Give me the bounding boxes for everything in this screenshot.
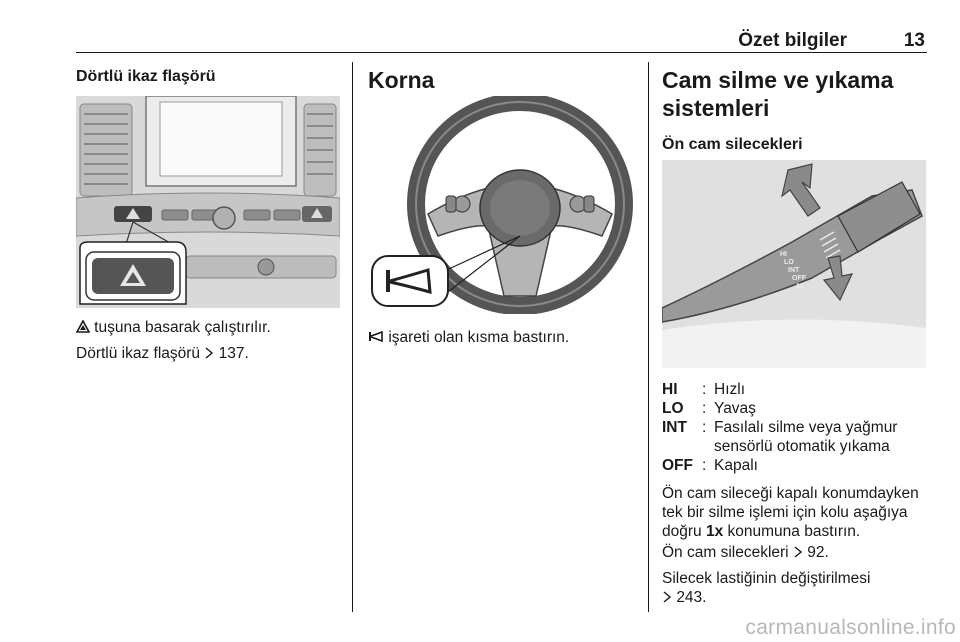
stalk-label-1x: 1x <box>796 283 804 290</box>
wiper-reference-page[interactable]: 92. <box>807 544 829 561</box>
column-hazard <box>76 60 340 86</box>
single-wipe-text: Ön cam sileceği kapalı konumdayken tek bir silme işlemi için kolu aşağıya doğru <box>662 485 919 540</box>
page-reference-arrow-icon <box>793 544 807 561</box>
section-heading-hazard: Dörtlü ikaz flaşörü <box>76 68 216 85</box>
definition-term: OFF <box>662 457 693 474</box>
definition-description: Kapalı <box>714 457 758 474</box>
definition-term: LO <box>662 400 684 417</box>
list-item <box>662 418 928 456</box>
horn-instruction-text: işareti olan kısma bastırın. <box>388 329 570 346</box>
wiper-position-list <box>662 380 928 475</box>
section-heading-horn: Korna <box>368 67 435 93</box>
definition-term: INT <box>662 419 687 436</box>
hazard-paragraph-1 <box>76 318 340 337</box>
section-heading-wipers-line1: Cam silme ve yıkama <box>662 67 894 93</box>
column-wipers <box>662 60 928 154</box>
column-divider <box>648 62 649 612</box>
section-heading-wipers-line2: sistemleri <box>662 95 770 121</box>
header-title: Özet bilgiler <box>738 30 847 51</box>
definition-description: Fasılalı silme veya yağmur sensörlü otomatik yıkama <box>714 419 898 455</box>
definition-separator: : <box>702 400 707 417</box>
page-number: 13 <box>903 30 925 51</box>
wiper-blade-reference-text: Silecek lastiğinin değiştirilmesi <box>662 570 871 587</box>
definition-separator: : <box>702 381 707 398</box>
wiper-paragraph-3 <box>662 569 928 607</box>
definition-description: Yavaş <box>714 400 756 417</box>
hazard-switch-illustration <box>76 96 340 308</box>
wiper-paragraph-2 <box>662 543 928 562</box>
stalk-label-off: OFF <box>792 275 806 282</box>
definition-description: Hızlı <box>714 381 745 398</box>
hazard-reference-page[interactable]: 137. <box>218 345 249 362</box>
wiper-reference-text: Ön cam silecekleri <box>662 544 789 561</box>
watermark: carmanualsonline.info <box>745 616 956 639</box>
list-item <box>662 380 928 399</box>
hazard-paragraph-2 <box>76 344 340 363</box>
definition-separator: : <box>702 457 707 474</box>
single-wipe-text-end: konumuna bastırın. <box>727 523 861 540</box>
steering-wheel-illustration <box>368 96 638 314</box>
page-reference-arrow-icon <box>204 345 218 362</box>
horn-paragraph-1 <box>368 328 638 347</box>
single-wipe-position: 1x <box>705 523 724 540</box>
subheading-front-wipers: Ön cam silecekleri <box>662 136 803 153</box>
hazard-instruction-text: tuşuna basarak çalıştırılır. <box>94 319 271 336</box>
stalk-label-lo: LO <box>784 259 794 266</box>
page-reference-arrow-icon <box>662 589 676 606</box>
wiper-stalk-illustration <box>662 160 926 368</box>
list-item <box>662 456 928 475</box>
list-item <box>662 399 928 418</box>
definition-term: HI <box>662 381 678 398</box>
page-header <box>76 24 927 53</box>
hazard-triangle-icon <box>76 319 94 336</box>
column-horn <box>368 60 638 94</box>
column-divider <box>352 62 353 612</box>
hazard-reference-text: Dörtlü ikaz flaşörü <box>76 345 201 362</box>
stalk-label-int: INT <box>788 267 800 274</box>
wiper-blade-reference-page[interactable]: 243. <box>676 589 707 606</box>
definition-separator: : <box>702 419 707 436</box>
wiper-paragraph-1 <box>662 484 928 541</box>
horn-icon <box>368 329 388 346</box>
stalk-label-hi: HI <box>780 251 787 258</box>
